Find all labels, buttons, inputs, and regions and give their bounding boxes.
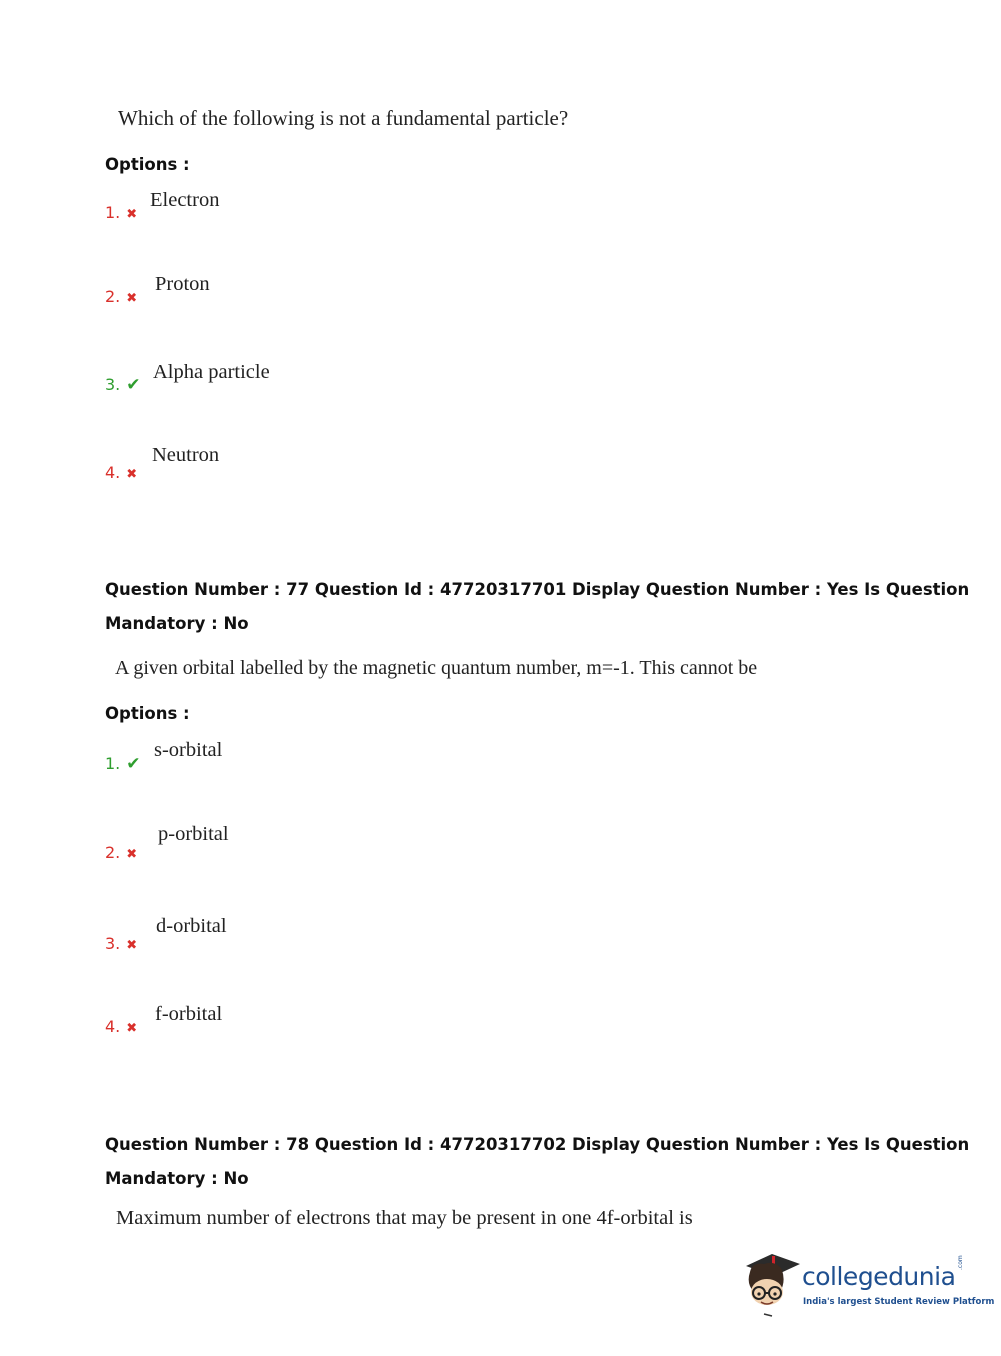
question-meta: Question Number : 77 Question Id : 47720317701 Display Question Number : Yes Is Question [105, 580, 970, 599]
option-number [105, 754, 141, 774]
option-text: d-orbital [156, 915, 227, 937]
option-text: Proton [155, 273, 210, 295]
collegedunia-logo [742, 1248, 995, 1318]
option-text: Electron [150, 189, 220, 211]
logo-wordmark: collegedunia [802, 1262, 956, 1291]
logo-domain: .com [957, 1255, 964, 1270]
options-heading: Options : [105, 704, 190, 723]
option-index: 4. [105, 1017, 121, 1036]
option-number [105, 287, 137, 306]
options-heading: Options : [105, 155, 190, 174]
option-index: 2. [105, 843, 121, 862]
question-text: A given orbital labelled by the magnetic quantum number, m=-1. This cannot be [115, 657, 758, 679]
question-text: Which of the following is not a fundamental particle? [118, 106, 569, 130]
check-icon: ✔ [126, 754, 141, 774]
option-text: f-orbital [155, 1003, 223, 1025]
option-text: p-orbital [158, 823, 229, 845]
option-number [105, 463, 137, 482]
logo-tagline: India's largest Student Review Platform [803, 1297, 995, 1307]
question-text: Maximum number of electrons that may be present in one 4f-orbital is [116, 1207, 693, 1229]
check-icon: ✔ [126, 375, 141, 395]
option-number [105, 1017, 137, 1036]
option-index: 2. [105, 287, 121, 306]
question-meta: Question Number : 78 Question Id : 47720317702 Display Question Number : Yes Is Question [105, 1135, 970, 1154]
cross-icon: ✖ [126, 1021, 138, 1036]
cross-icon: ✖ [126, 938, 138, 953]
option-number [105, 934, 137, 953]
question-meta: Mandatory : No [105, 614, 249, 633]
option-number [105, 843, 137, 862]
cross-icon: ✖ [126, 467, 138, 482]
option-number [105, 375, 141, 395]
question-meta: Mandatory : No [105, 1169, 249, 1188]
option-index: 1. [105, 203, 121, 222]
option-index: 1. [105, 754, 121, 773]
mascot-icon [742, 1248, 802, 1318]
option-text: s-orbital [154, 739, 223, 761]
option-index: 3. [105, 934, 121, 953]
option-index: 4. [105, 463, 121, 482]
cross-icon: ✖ [126, 847, 138, 862]
option-index: 3. [105, 375, 121, 394]
cross-icon: ✖ [126, 291, 138, 306]
option-number [105, 203, 137, 222]
option-text: Neutron [152, 444, 220, 466]
option-text: Alpha particle [153, 361, 270, 383]
cross-icon: ✖ [126, 207, 138, 222]
